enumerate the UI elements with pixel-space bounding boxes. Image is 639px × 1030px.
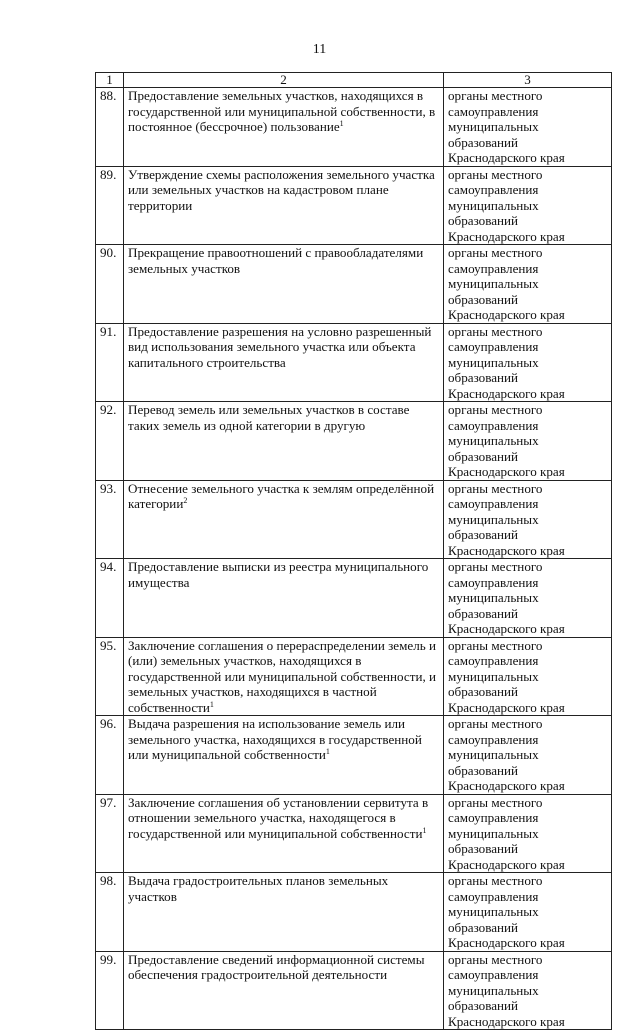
footnote-marker: 1 (209, 699, 214, 709)
row-number: 89. (96, 166, 124, 245)
responsible-authority: органы местного самоуправления муниципальных образований Краснодарского края (444, 480, 612, 559)
service-name-cell (124, 166, 444, 245)
responsible-authority: органы местного самоуправления муниципальных образований Краснодарского края (444, 88, 612, 167)
service-name-cell (124, 873, 444, 952)
service-name: Выдача градостроительных планов земельных участков (128, 873, 389, 904)
column-header-1: 1 (96, 73, 124, 88)
table-body (96, 88, 612, 1030)
service-name: Прекращение правоотношений с правообладателями земельных участков (128, 245, 424, 276)
table-row (96, 951, 612, 1030)
service-name-cell (124, 794, 444, 873)
table-row (96, 88, 612, 167)
row-number: 90. (96, 245, 124, 324)
table-row (96, 559, 612, 638)
responsible-authority: органы местного самоуправления муниципальных образований Краснодарского края (444, 716, 612, 795)
row-number: 94. (96, 559, 124, 638)
table-row (96, 166, 612, 245)
responsible-authority: органы местного самоуправления муниципальных образований Краснодарского края (444, 559, 612, 638)
service-name: Утверждение схемы расположения земельного участка или земельных участков на кадастровом плане территории (128, 166, 435, 213)
footnote-marker: 1 (339, 119, 344, 128)
table-row (96, 873, 612, 952)
service-name: Заключение соглашения об установлении сервитута в отношении земельного участка, находящегося в государственной или муниципальной собственности (128, 794, 429, 841)
service-name-cell (124, 716, 444, 795)
service-name: Предоставление разрешения на условно разрешенный вид использования земельного участка или объекта капитального строительства (128, 323, 432, 370)
row-number: 96. (96, 716, 124, 795)
table-row (96, 245, 612, 324)
service-name: Предоставление выписки из реестра муниципального имущества (128, 559, 429, 590)
column-header-3: 3 (444, 73, 612, 88)
row-number: 99. (96, 951, 124, 1030)
services-table (95, 72, 612, 1030)
service-name-cell (124, 323, 444, 402)
service-name: Выдача разрешения на использование земель или земельного участка, находящихся в государственной или муниципальной собственности (128, 716, 422, 762)
service-name-cell (124, 402, 444, 481)
service-name-cell (124, 951, 444, 1030)
service-name-cell (124, 559, 444, 638)
service-name-cell (124, 480, 444, 559)
table-row (96, 716, 612, 795)
service-name: Отнесение земельного участка к землям определённой категории (128, 480, 435, 511)
footnote-marker: 1 (422, 825, 427, 835)
row-number: 88. (96, 88, 124, 167)
table-header-row (96, 73, 612, 88)
table-row (96, 480, 612, 559)
responsible-authority: органы местного самоуправления муниципальных образований Краснодарского края (444, 951, 612, 1030)
responsible-authority: органы местного самоуправления муниципальных образований Краснодарского края (444, 323, 612, 402)
service-name-cell (124, 245, 444, 324)
table-row (96, 637, 612, 716)
responsible-authority: органы местного самоуправления муниципальных образований Краснодарского края (444, 794, 612, 873)
responsible-authority: органы местного самоуправления муниципальных образований Краснодарского края (444, 166, 612, 245)
row-number: 93. (96, 480, 124, 559)
table-row (96, 794, 612, 873)
row-number: 97. (96, 794, 124, 873)
service-name: Перевод земель или земельных участков в составе таких земель из одной категории в другую (128, 402, 410, 433)
page-number: 11 (312, 42, 327, 57)
service-name-cell (124, 88, 444, 167)
row-number: 98. (96, 873, 124, 952)
responsible-authority: органы местного самоуправления муниципальных образований Краснодарского края (444, 637, 612, 716)
row-number: 92. (96, 402, 124, 481)
service-name: Заключение соглашения о перераспределении земель и (или) земельных участков, находящихся в государственной или муниципальной собственности, и земельных участков, находящихся в частной собственности (128, 637, 437, 715)
service-name-cell (124, 637, 444, 716)
responsible-authority: органы местного самоуправления муниципальных образований Краснодарского края (444, 245, 612, 324)
footnote-marker: 2 (183, 496, 188, 505)
table-row (96, 323, 612, 402)
service-name: Предоставление земельных участков, находящихся в государственной или муниципальной собственности, в постоянное (бессрочное) пользование (128, 88, 436, 134)
footnote-marker: 1 (325, 747, 330, 756)
table-row (96, 402, 612, 481)
row-number: 91. (96, 323, 124, 402)
column-header-2: 2 (124, 73, 444, 88)
service-name: Предоставление сведений информационной системы обеспечения градостроительной деятельности (128, 951, 425, 982)
responsible-authority: органы местного самоуправления муниципальных образований Краснодарского края (444, 402, 612, 481)
row-number: 95. (96, 637, 124, 716)
responsible-authority: органы местного самоуправления муниципальных образований Краснодарского края (444, 873, 612, 952)
